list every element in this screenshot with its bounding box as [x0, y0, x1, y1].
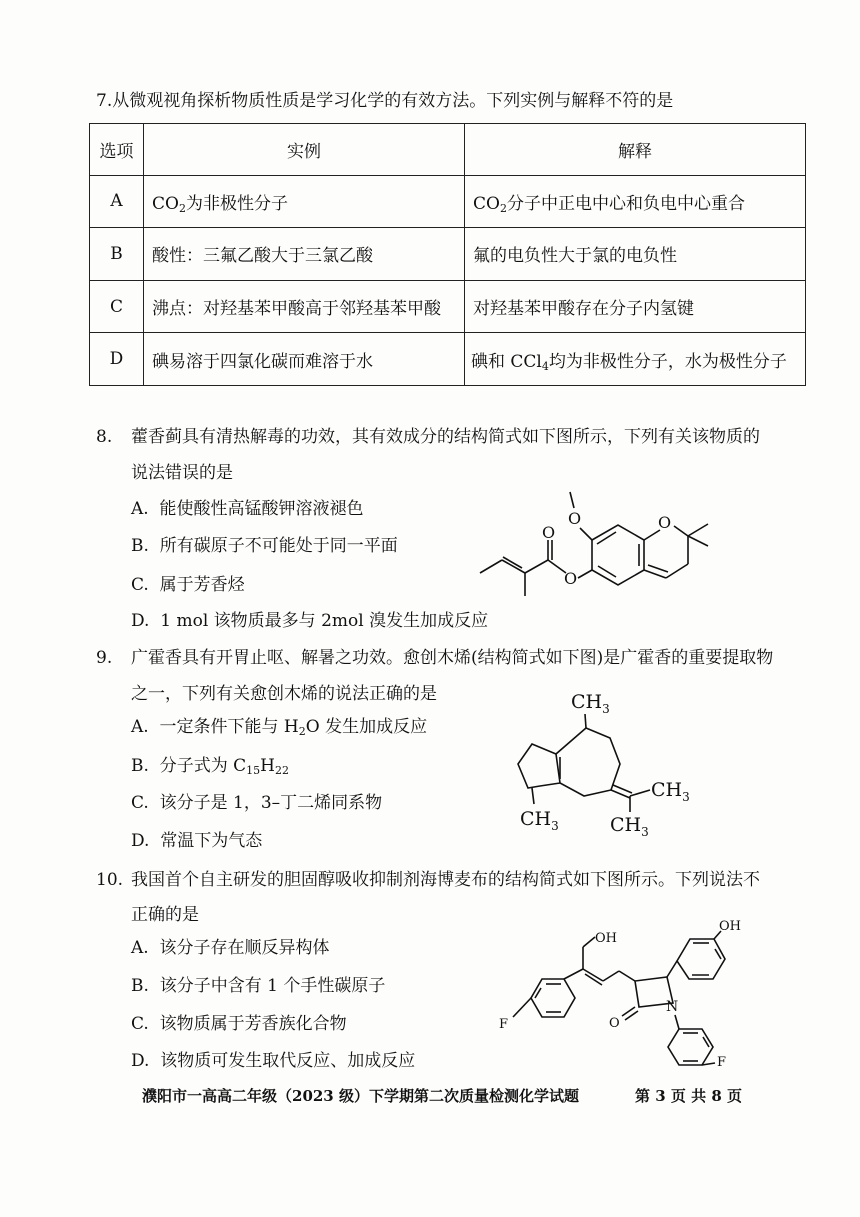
- q9-option-a: A. 一定条件下能与 $H_2O$ 发生加成反应: [131, 717, 428, 738]
- q8-number: 8.: [96, 427, 113, 447]
- row-option: D: [90, 333, 144, 386]
- q9-option-b: B. 分子式为 $C_{15}H_{22}$: [131, 756, 289, 777]
- row-example: 碘易溶于四氯化碳而难溶于水: [144, 333, 465, 386]
- q9-stem-line1: 广霍香具有开胃止呕、解暑之功效。愈创木烯(结构简式如下图)是广霍香的重要提取物: [131, 648, 774, 668]
- q8-ester-oxygen: O: [564, 569, 578, 588]
- q9-option-c: C. 该分子是 1，3–丁二烯同系物: [131, 793, 383, 813]
- q9-option-d: D. 常温下为气态: [131, 831, 263, 851]
- q9-methyl-top: $CH_3$: [571, 691, 610, 716]
- q8-structure-diagram: [470, 488, 730, 603]
- q8-ring-oxygen: O: [658, 513, 672, 532]
- q7-stem: 7.从微观视角探析物质性质是学习化学的有效方法。下列实例与解释不符的是: [96, 91, 674, 111]
- header-explanation: 解释: [465, 124, 806, 176]
- q10-option-a: A. 该分子存在顺反异构体: [131, 938, 330, 958]
- q10-number: 10.: [96, 870, 124, 890]
- table-header-row: [90, 124, 806, 176]
- row-explanation: 氟的电负性大于氯的电负性: [465, 228, 806, 281]
- q10-option-d: D. 该物质可发生取代反应、加成反应: [131, 1051, 416, 1071]
- q8-carbonyl-oxygen: O: [542, 523, 556, 542]
- q10-f-bottom: F: [717, 1055, 727, 1070]
- q8-option-a: A. 能使酸性高锰酸钾溶液褪色: [131, 499, 364, 519]
- footer-title: 濮阳市一高高二年级（2023 级）下学期第二次质量检测化学试题: [142, 1087, 579, 1105]
- q10-option-b: B. 该分子中含有 1 个手性碳原子: [131, 976, 386, 996]
- row-explanation: 对羟基苯甲酸存在分子内氢键: [465, 280, 806, 333]
- q9-methyl-right: $CH_3$: [651, 779, 690, 804]
- row-explanation: $CO_2$分子中正电中心和负电中心重合: [465, 175, 806, 228]
- q10-oh-left: OH: [595, 931, 617, 946]
- q9-structure-diagram: [508, 686, 708, 841]
- q10-option-c: C. 该物质属于芳香族化合物: [131, 1014, 347, 1034]
- row-option: B: [90, 228, 144, 281]
- q10-n-atom: N: [666, 999, 679, 1015]
- header-option: 选项: [90, 124, 144, 176]
- q9-methyl-bottom-left: $CH_3$: [520, 808, 559, 833]
- q10-stem-line1: 我国首个自主研发的胆固醇吸收抑制剂海博麦布的结构简式如下图所示。下列说法不: [131, 870, 760, 890]
- table-row: [90, 333, 806, 386]
- row-example: 酸性：三氟乙酸大于三氯乙酸: [144, 228, 465, 281]
- row-example: 沸点：对羟基苯甲酸高于邻羟基苯甲酸: [144, 280, 465, 333]
- header-example: 实例: [144, 124, 465, 176]
- table-row: [90, 175, 806, 228]
- q8-stem-line2: 说法错误的是: [131, 463, 233, 483]
- q8-option-b: B. 所有碳原子不可能处于同一平面: [131, 536, 398, 556]
- row-example: $CO_2$为非极性分子: [144, 175, 465, 228]
- q9-number: 9.: [96, 648, 113, 668]
- q8-option-c: C. 属于芳香烃: [131, 575, 245, 595]
- q10-structure-diagram: [495, 915, 760, 1075]
- q7-table: [89, 123, 806, 386]
- table-row: [90, 280, 806, 333]
- q9-stem-line2: 之一，下列有关愈创木烯的说法正确的是: [131, 684, 437, 704]
- row-option: A: [90, 175, 144, 228]
- footer-page-number: 第 3 页 共 8 页: [635, 1087, 742, 1105]
- row-option: C: [90, 280, 144, 333]
- q8-methoxy-oxygen: O: [568, 509, 582, 528]
- table-row: [90, 228, 806, 281]
- q10-f-left: F: [499, 1017, 509, 1032]
- q8-stem-line1: 藿香蓟具有清热解毒的功效，其有效成分的结构简式如下图所示，下列有关该物质的: [131, 427, 760, 447]
- q10-stem-line2: 正确的是: [131, 905, 199, 925]
- q9-methyl-bottom: $CH_3$: [610, 814, 649, 839]
- row-explanation: 碘和 CCl$_4$均为非极性分子，水为极性分子: [465, 333, 806, 386]
- q10-oh-right: OH: [719, 919, 741, 934]
- q10-carbonyl-o: O: [609, 1016, 620, 1031]
- q8-option-d: D. 1 mol 该物质最多与 2mol 溴发生加成反应: [131, 611, 489, 631]
